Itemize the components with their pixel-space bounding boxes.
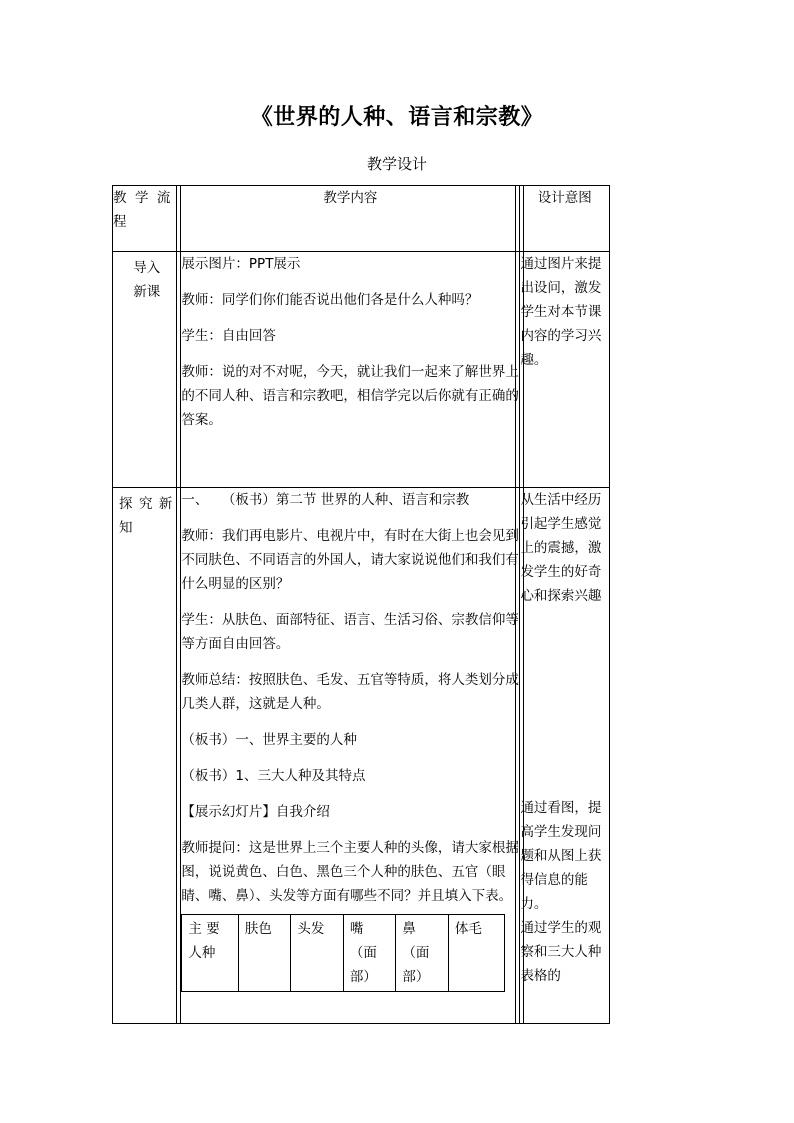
race-table-header: 鼻（面部） (396, 915, 448, 992)
stage-cell (113, 488, 181, 1024)
intent-cell (520, 488, 610, 1024)
content-paragraph: 一、 （板书）第二节 世界的人种、语言和宗教 (181, 492, 470, 508)
intent-cell (520, 252, 610, 488)
stage-cell (113, 252, 181, 488)
content-paragraph: 教师：我们再电影片、电视片中，有时在大街上也会见到不同肤色、不同语言的外国人，请大家说说他们和我们有什么明显的区别？ (181, 528, 519, 592)
race-table-header: 主 要 人种 (182, 915, 239, 992)
content-paragraph: 学生：自由回答 (181, 328, 276, 344)
race-table-header: 头发 (291, 915, 343, 992)
content-paragraph: 教师：同学们你们能否说出他们各是什么人种吗？ (181, 292, 479, 308)
content-paragraph: 教师总结：按照肤色、毛发、五官等特质，将人类划分成几类人群，这就是人种。 (181, 672, 519, 712)
content-paragraph: （板书）1、三大人种及其特点 (181, 768, 366, 784)
content-paragraph: 教师：说的对不对呢，今天，就让我们一起来了解世界上的不同人种、语言和宗教吧，相信学完以后你就有正确的答案。 (181, 364, 519, 428)
lesson-plan-table (112, 185, 610, 1024)
table-row (113, 252, 610, 488)
intent-text: 通过学生的观察和三大人种表格的 (520, 920, 602, 984)
race-table-header: 体毛 (448, 915, 505, 992)
intent-text: 通过看图，提高学生发现问题和从图上获得信息的能力。 (520, 800, 602, 912)
document-title: 《世界的人种、语言和宗教》 (250, 105, 544, 130)
stage-label: 导入新课 (133, 260, 161, 300)
table-row (113, 488, 610, 1024)
race-comparison-table (181, 914, 505, 992)
header-row (113, 186, 610, 252)
intent-text: 从生活中经历引起学生感觉上的震撼，激发学生的好奇心和探索兴趣 (520, 492, 602, 604)
race-table-header-row (182, 915, 505, 992)
stage-label: 探 究 新 知 (119, 496, 173, 536)
header-stage: 教 学 流 程 (113, 186, 181, 252)
content-paragraph: 学生：从肤色、面部特征、语言、生活习俗、宗教信仰等等方面自由回答。 (181, 612, 519, 652)
header-intent: 设计意图 (520, 186, 610, 252)
content-paragraph: 教师提问：这是世界上三个主要人种的头像，请大家根据图，说说黄色、白色、黑色三个人种的肤色、五官（眼睛、嘴、鼻）、头发等方面有哪些不同？并且填入下表。 (181, 840, 519, 904)
content-paragraph: （板书）一、世界主要的人种 (181, 732, 357, 748)
content-cell (181, 488, 520, 1024)
intent-text: 通过图片来提出设问，激发学生对本节课内容的学习兴趣。 (520, 256, 602, 368)
race-table-header: 肤色 (238, 915, 290, 992)
race-table-header: 嘴（面部） (343, 915, 395, 992)
content-paragraph: 【展示幻灯片】自我介绍 (181, 804, 330, 820)
content-cell (181, 252, 520, 488)
document-subtitle: 教学设计 (366, 155, 427, 173)
header-content: 教学内容 (181, 186, 520, 252)
content-paragraph: 展示图片：PPT展示 (181, 256, 301, 272)
